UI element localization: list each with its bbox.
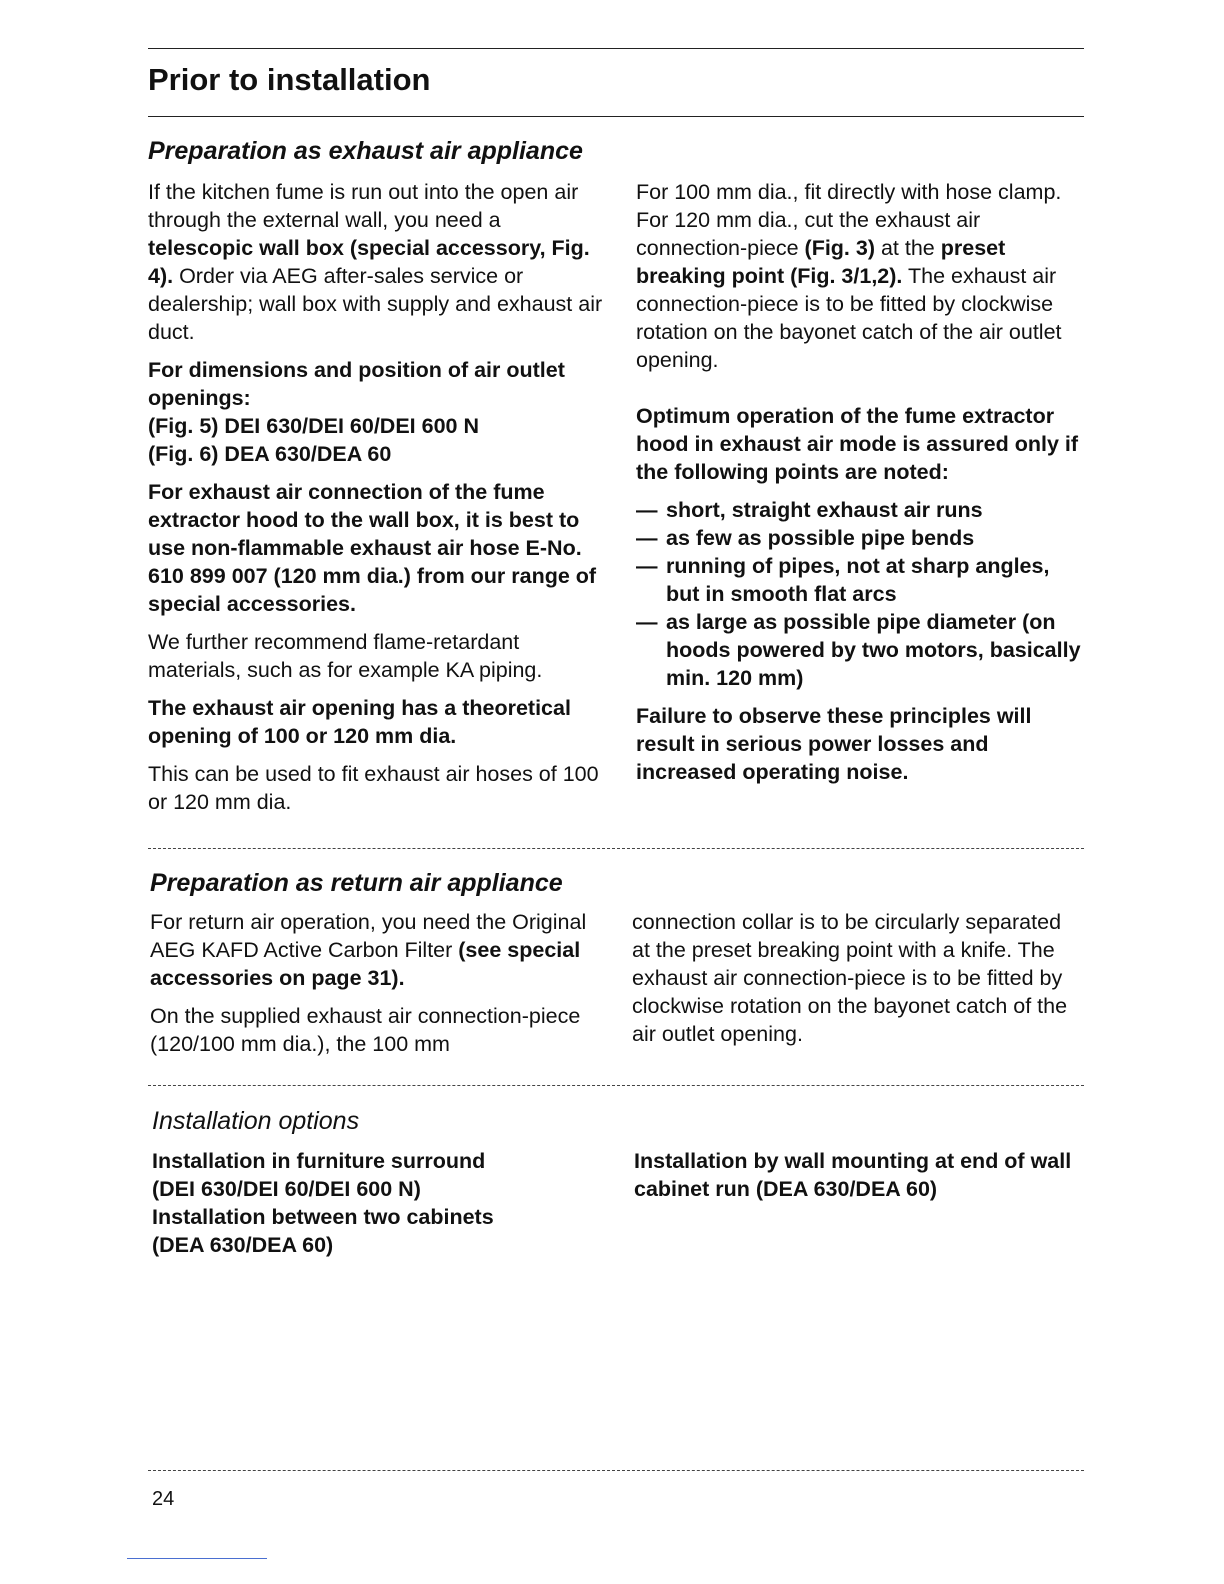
return-heading: Preparation as return air appliance [150,869,563,897]
title-rule [148,116,1084,117]
list-item: — running of pipes, not at sharp angles, but in smooth flat arcs [636,552,1084,608]
return-left-column [150,908,605,1068]
section-divider [148,848,1084,849]
list-item: — as few as possible pipe bends [636,524,1084,552]
return-collar-paragraph: On the supplied exhaust air connection-piece (120/100 mm dia.), the 100 mm [150,1004,581,1056]
install-right-text: Installation by wall mounting at end of wall cabinet run (DEA 630/DEA 60) [634,1149,1072,1201]
recommend-note: We further recommend flame-retardant materials, such as for example KA piping. [148,630,543,682]
section-divider [148,1085,1084,1086]
dimensions-note: For dimensions and position of air outlet openings: (Fig. 5) DEI 630/DEI 60/DEI 600 N (Fig. 6) DEA 630/DEA 60 [148,358,565,466]
page-number: 24 [152,1488,175,1510]
list-item: — as large as possible pipe diameter (on hoods powered by two motors, basically min. 120 mm) [636,608,1084,692]
install-left-column [152,1147,607,1269]
points-list [636,496,1084,692]
hose-note: For exhaust air connection of the fume extractor hood to the wall box, it is best to use non-flammable exhaust air hose E-No. 610 899 007 (120 mm dia.) from our range of special accessories. [148,480,597,616]
wall-box-accessory: telescopic wall box (special accessory, Fig. 4). [148,236,590,288]
page-title: Prior to installation [148,62,431,97]
return-right-column [632,908,1080,1058]
install-right-column [634,1147,1074,1213]
optimum-note: Optimum operation of the fume extractor hood in exhaust air mode is assured only if the following points are noted: [636,404,1079,484]
return-right-paragraph: connection collar is to be circularly separated at the preset breaking point with a knife. The exhaust air connection-piece is to be fitted by clockwise rotation on the bayonet catch of the air outlet opening. [632,910,1068,1046]
install-left-text: Installation in furniture surround (DEI 630/DEI 60/DEI 600 N) Installation between two cabinets (DEA 630/DEA 60) [152,1149,494,1257]
scan-mark [127,1558,267,1559]
list-item: — short, straight exhaust air runs [636,496,1084,524]
usage-note: This can be used to fit exhaust air hoses of 100 or 120 mm dia. [148,762,599,814]
exhaust-left-column [148,178,603,826]
connection-paragraph: For 100 mm dia., fit directly with hose clamp. For 120 mm dia., cut the exhaust air connection-piece (Fig. 3) at the preset breaking point (Fig. 3/1,2). The exhaust air connection-piece is to be fitted by clockwise rotation on the bayonet catch of the air outlet opening. [636,180,1062,372]
install-heading: Installation options [152,1107,360,1135]
wall-box-paragraph: If the kitchen fume is run out into the open air through the external wall, you need a telescopic wall box (special accessory, Fig. 4). Order via AEG after-sales service or dealership; wall box with supply and exhaust air duct. [148,180,603,344]
exhaust-right-column [636,178,1084,796]
opening-note: The exhaust air opening has a theoretical opening of 100 or 120 mm dia. [148,696,571,748]
failure-note: Failure to observe these principles will result in serious power losses and increased operating noise. [636,704,1032,784]
return-filter-paragraph: For return air operation, you need the Original AEG KAFD Active Carbon Filter (see special accessories on page 31). [150,910,587,990]
top-rule [148,48,1084,49]
bottom-rule [148,1470,1084,1471]
exhaust-heading: Preparation as exhaust air appliance [148,137,583,165]
